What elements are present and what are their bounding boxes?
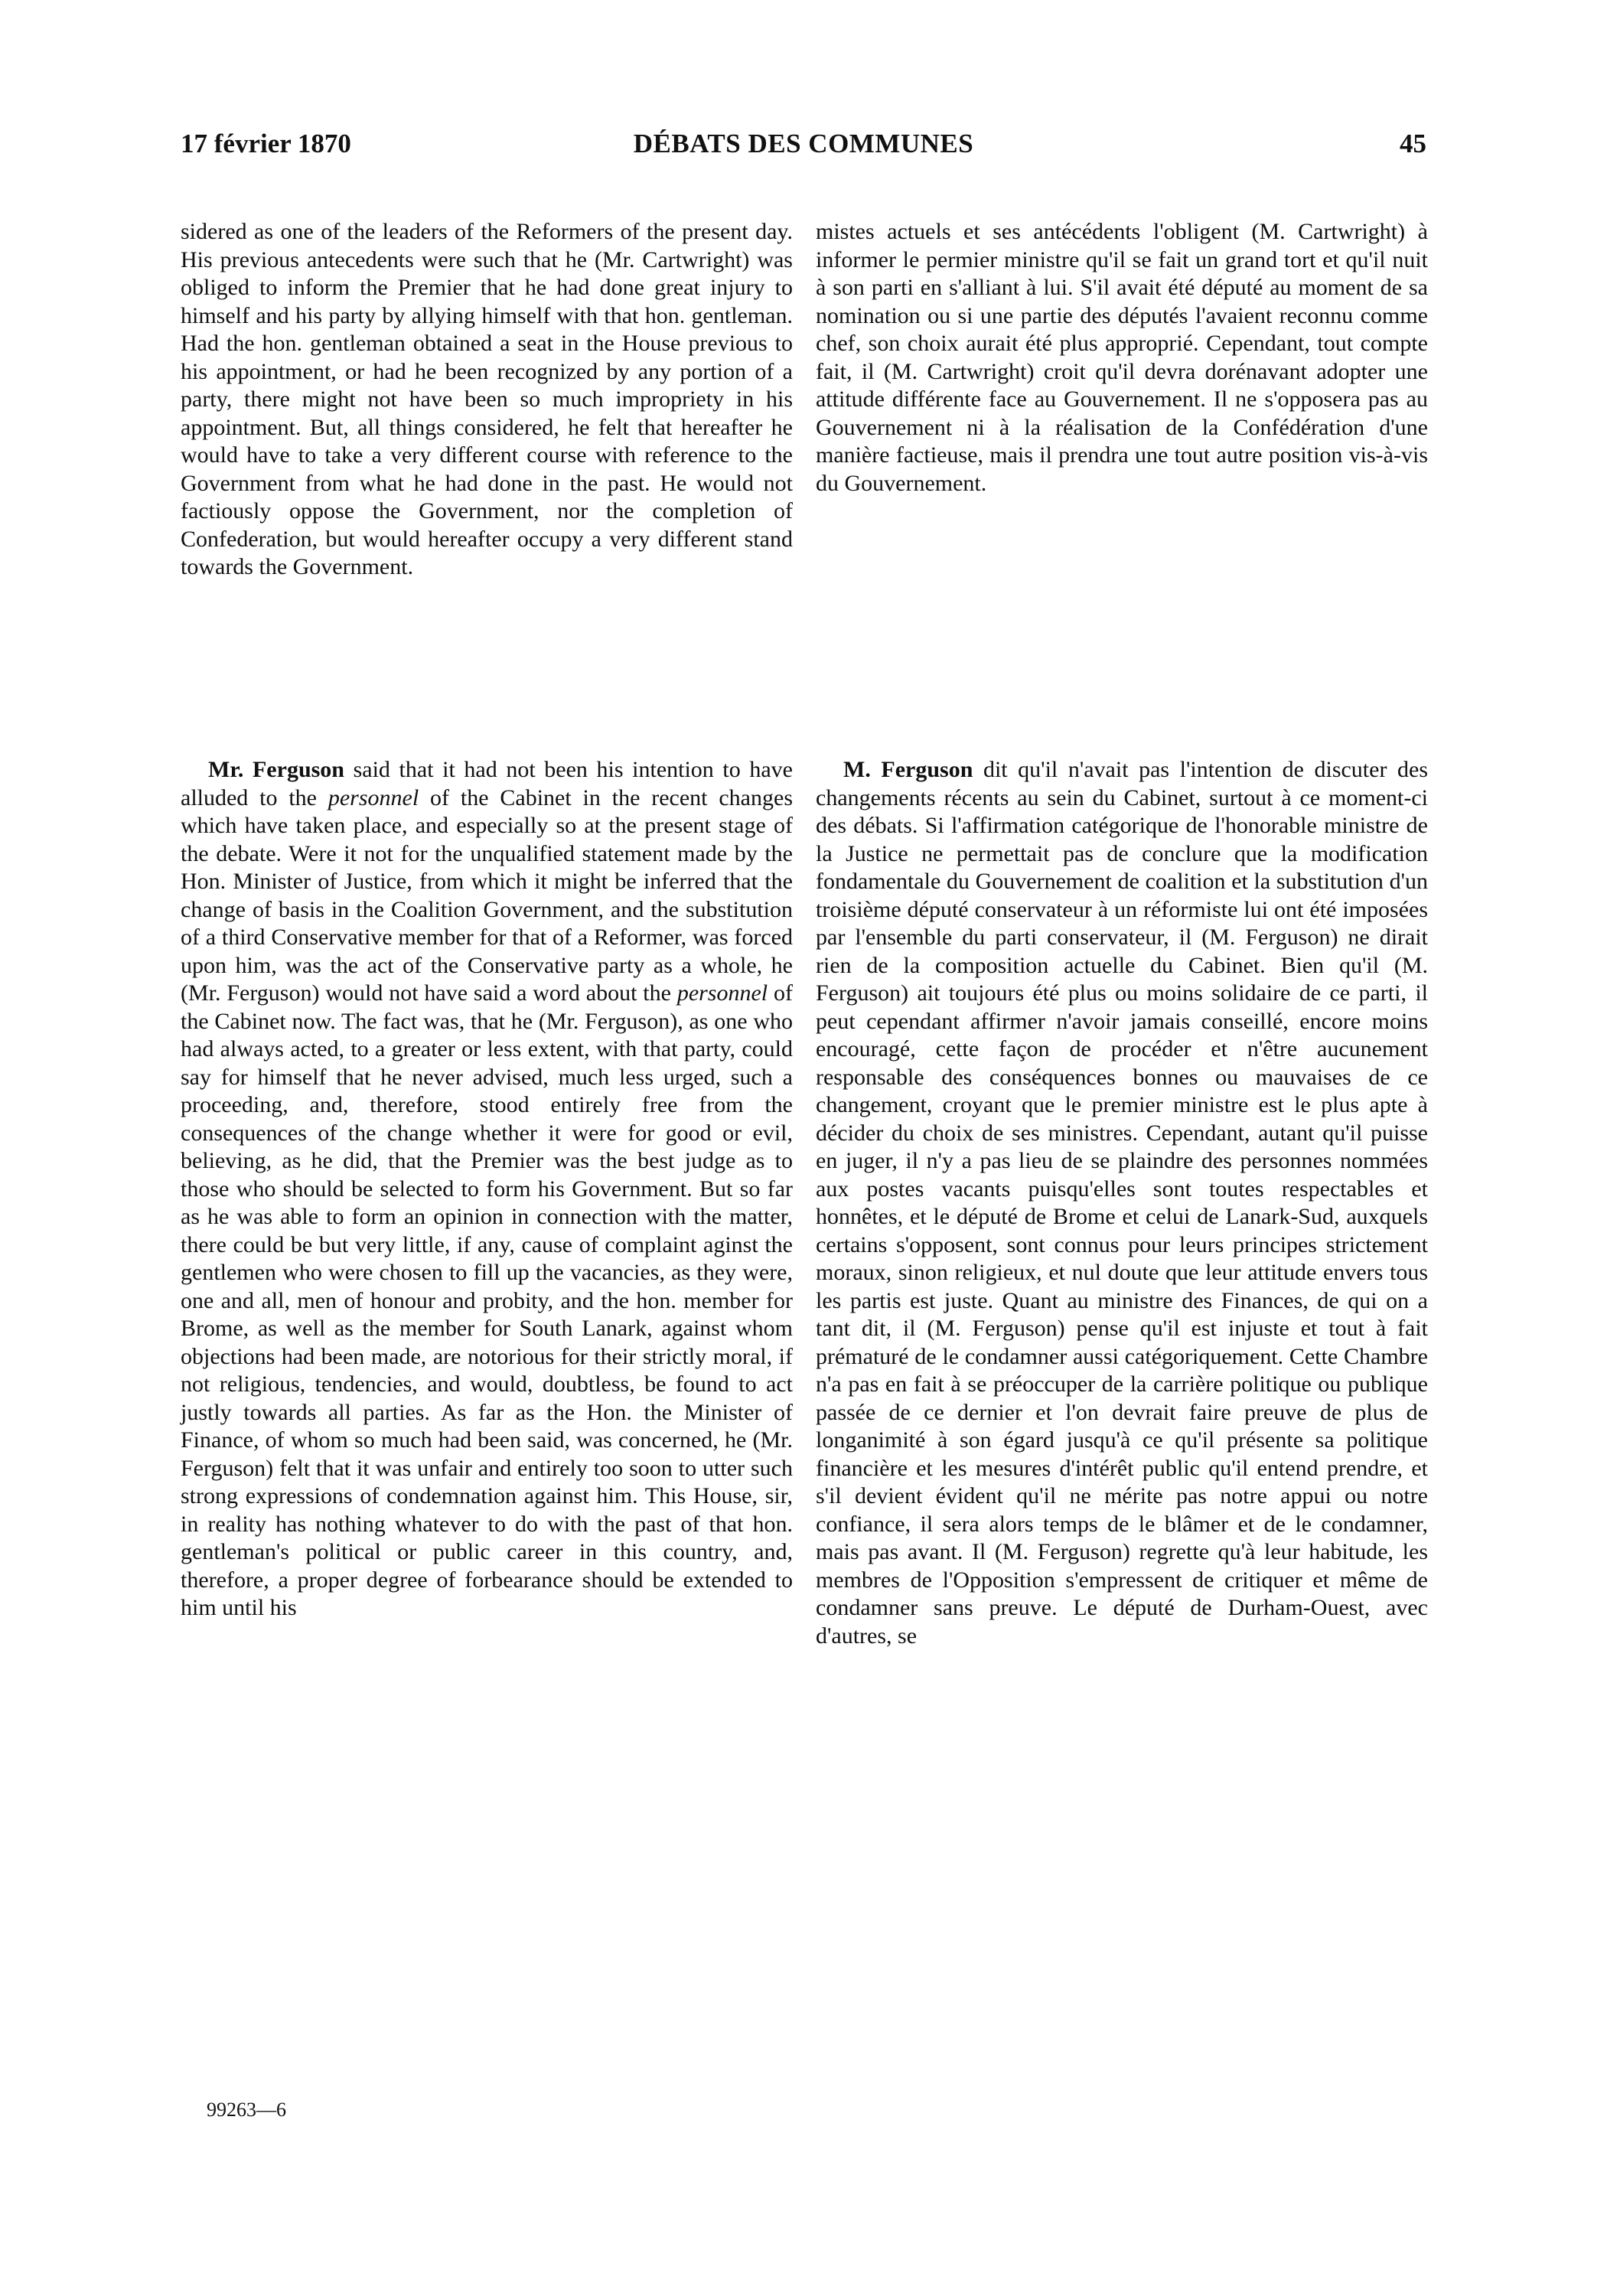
speech-italic-term-1: personnel <box>328 784 419 810</box>
english-paragraph-continued: sidered as one of the leaders of the Reformers of the present day. His previous antecedents were such that he (Mr. Cartwright) was obliged to inform the Premier that he had done great injury to himself and his party by allying himself with that hon. gentleman. Had the hon. gentleman obtained a seat in the House previous to his appointment, or had he been recognized by any portion of a party, there might not have been so much impropriety in his appointment. But, all things considered, he felt that hereafter he would have to take a very different course with reference to the Government from what he had done in the past. He would not factiously oppose the Government, nor the completion of Confederation, but would hereafter occupy a very different stand towards the Government. <box>181 219 793 579</box>
left-column-bottom <box>181 756 793 1623</box>
english-ferguson-speech <box>181 756 793 1623</box>
speech-text-french: dit qu'il n'avait pas l'intention de discuter des changements récents au sein du Cabinet, surtout à ce moment-ci des débats. Si l'affirmation catégorique de l'honorable ministre de la Justice ne permettait pas de conclure que la modification fondamentale du Gouvernement de coalition et la substitution d'un troisième député conservateur à un réformiste lui ont été imposées par l'ensemble du parti conservateur, il (M. Ferguson) ne dirait rien de la composition actuelle du Cabinet. Bien qu'il (M. Ferguson) ait toujours été plus ou moins solidaire de ce parti, il peut cependant affirmer n'avoir jamais conseillé, encore moins encouragé, cette façon de procéder et n'être aucunement responsable des conséquences bonnes ou mauvaises de ce changement, croyant que le premier ministre est le plus apte à décider du choix de ses ministres. Cependant, autant qu'il puisse en juger, il n'y a pas lieu de se plaindre des personnes nommées aux postes vacants puisqu'elles sont toutes respectables et honnêtes, et le député de Brome et celui de Lanark-Sud, auxquels certains s'opposent, sont connus pour leurs principes strictement moraux, sinon religieux, et nul doute que leur attitude envers tous les partis est juste. Quant au ministre des Finances, de qui on a tant dit, il (M. Ferguson) pense qu'il est injuste et tout à fait prématuré de le condamner aussi catégoriquement. Cette Chambre n'a pas en fait à se préoccuper de la carrière politique ou publique passée de ce dernier et l'on devrait faire preuve de plus de longanimité à son égard jusqu'à ce qu'il présente sa politique financière et les mesures d'intérêt public qu'il entend prendre, et s'il devient évident qu'il ne mérite pas notre appui ou notre confiance, il sera alors temps de le blâmer et de le condamner, mais pas avant. Il (M. Ferguson) regrette qu'à leur habitude, les membres de l'Opposition s'empressent de critiquer et même de condamner sans preuve. Le député de Durham-Ouest, avec d'autres, se <box>816 757 1428 1649</box>
speech-italic-term-2: personnel <box>676 980 768 1006</box>
speaker-name-french: M. Ferguson <box>843 757 973 782</box>
header-date: 17 février 1870 <box>181 129 351 158</box>
page-number: 45 <box>1400 129 1426 158</box>
left-column-top <box>181 218 793 582</box>
header-title: DÉBATS DES COMMUNES <box>633 129 974 158</box>
footer-code: 99263—6 <box>207 2099 286 2121</box>
right-column-bottom <box>816 756 1428 1650</box>
page-header <box>181 129 1426 174</box>
speech-text-part-a: said that it had not been his intention to have alluded to the <box>181 757 793 810</box>
french-paragraph-continued: mistes actuels et ses antécédents l'obligent (M. Cartwright) à informer le permier ministre qu'il se fait un grand tort et qu'il nuit à son parti en s'alliant à lui. S'il avait été député au moment de sa nomination ou si une partie des députés l'avaient reconnu comme chef, son choix aurait été plus approprié. Cependant, tout compte fait, il (M. Cartwright) croit qu'il devra dorénavant adopter une attitude différente face au Gouvernement. Il ne s'opposera pas au Gouvernement ni à la réalisation de la Confédération d'une manière factieuse, mais il prendra une tout autre position vis-à-vis du Gouvernement. <box>816 219 1428 496</box>
speech-text-part-c: of the Cabinet now. The fact was, that he (Mr. Ferguson), as one who had always acted, to a greater or less extent, with that party, could say for himself that he never advised, much less urged, such a proceeding, and, therefore, stood entirely free from the consequences of the change whether it were for good or evil, believing, as he did, that the Premier was the best judge as to those who should be selected to form his Government. But so far as he was able to form an opinion in connection with the matter, there could be but very little, if any, cause of complaint aginst the gentlemen who were chosen to fill up the vacancies, as they were, one and all, men of honour and probity, and the hon. member for Brome, as well as the member for South Lanark, against whom objections had been made, are notorious for their strictly moral, if not religious, tendencies, and would, doubtless, be found to act justly towards all parties. As far as the Hon. the Minister of Finance, of whom so much had been said, was concerned, he (Mr. Ferguson) felt that it was unfair and entirely too soon to utter such strong expressions of condemnation against him. This House, sir, in reality has nothing whatever to do with the past of that hon. gentleman's political or public career in this country, and, therefore, a proper degree of forbearance should be extended to him until his <box>181 980 793 1620</box>
speaker-name-english: Mr. Ferguson <box>208 757 344 782</box>
french-ferguson-speech <box>816 756 1428 1650</box>
speech-text-part-b: of the Cabinet in the recent changes which have taken place, and especially so at the present stage of the debate. Were it not for the unqualified statement made by the Hon. Minister of Justice, from which it might be inferred that the change of basis in the Coalition Government, and the substitution of a third Conservative member for that of a Reformer, was forced upon him, was the act of the Conservative party as a whole, he (Mr. Ferguson) would not have said a word about the <box>181 784 793 1006</box>
right-column-top <box>816 218 1428 497</box>
